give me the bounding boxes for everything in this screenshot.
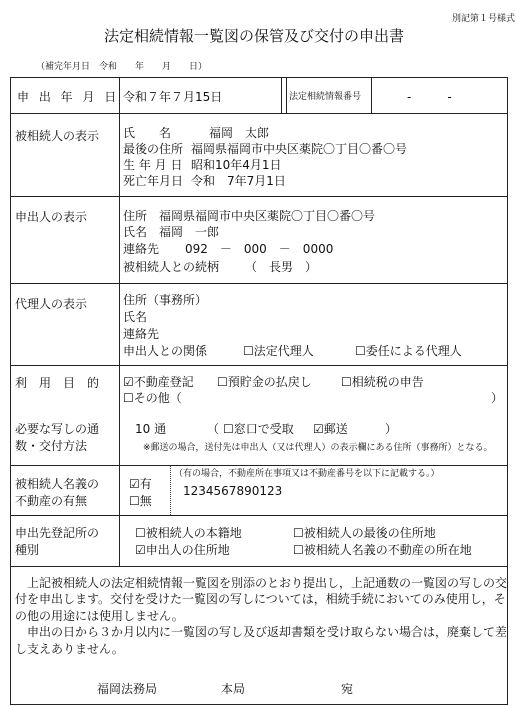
addressee-suffix: 宛	[341, 682, 354, 696]
label-purpose: 利 用 目 的	[15, 376, 100, 390]
copies-window-checkbox[interactable]: ☐窓口で受取	[223, 422, 294, 436]
copies-count: 10 通	[135, 422, 167, 436]
applicant-contact-label: 連絡先	[123, 242, 160, 256]
purpose-tax-checkbox[interactable]: ☐相続税の申告	[341, 375, 424, 389]
label-application-date: 申 出 年 月 日	[17, 90, 120, 104]
decedent-birth-label: 生 年 月 日	[123, 158, 183, 172]
applicant-address: 住所 福岡県福岡市中央区薬院〇丁目〇番〇号	[123, 209, 376, 223]
property-yes-checkbox[interactable]: ☑有	[129, 477, 152, 491]
purpose-savings-checkbox[interactable]: ☐預貯金の払戻し	[217, 375, 312, 389]
page-title: 法定相続情報一覧図の保管及び交付の申出書	[104, 27, 405, 45]
form-number: 別記第１号様式	[452, 14, 516, 24]
property-no-checkbox[interactable]: ☐無	[129, 494, 152, 508]
decedent-birth: 昭和10年4月1日	[191, 158, 282, 172]
applicant-relation-label: 被相続人との続柄	[123, 260, 220, 274]
agent-name: 氏名	[123, 310, 148, 324]
label-copies-1: 必要な写しの通	[15, 422, 100, 436]
agent-contact: 連絡先	[123, 327, 160, 341]
copies-note: ※郵送の場合，送付先は申出人（又は代理人）の表示欄にある住所（事務所）となる。	[143, 443, 493, 453]
inheritance-info-number-value: - -	[407, 90, 452, 104]
decedent-death-label: 死亡年月日	[123, 174, 184, 188]
decedent-name-label: 氏 名	[123, 126, 172, 140]
statement-line-4: 申出の日から３か月以内に一覧図の写し及び返却書類を受け取らない場合は，廃棄して差	[27, 625, 508, 639]
label-property-1: 被相続人名義の	[15, 477, 100, 491]
label-registry-2: 種別	[15, 543, 40, 557]
decedent-death: 令和 7年7月1日	[191, 174, 286, 188]
bureau-branch: 本局	[221, 682, 246, 696]
applicant-name: 氏名 福岡 一郎	[123, 225, 220, 239]
label-decedent: 被相続人の表示	[15, 129, 100, 143]
label-property-2: 不動産の有無	[15, 494, 88, 508]
agent-legal-checkbox[interactable]: ☐法定代理人	[243, 344, 314, 358]
label-applicant: 申出人の表示	[15, 210, 88, 224]
statement-line-5: し支えありません。	[15, 642, 124, 656]
copies-close-paren: ）	[385, 422, 398, 436]
agent-relation-label: 申出人との関係	[123, 344, 208, 358]
label-agent: 代理人の表示	[15, 297, 88, 311]
property-note: （有の場合，不動産所在事項又は不動産番号を以下に記載する。）	[174, 469, 440, 479]
decedent-address: 福岡県福岡市中央区薬院〇丁目〇番〇号	[191, 142, 408, 156]
legal-affairs-bureau: 福岡法務局	[97, 682, 158, 696]
application-date-value: 令和７年７月15日	[123, 90, 223, 104]
purpose-real-estate-checkbox[interactable]: ☑不動産登記	[123, 375, 194, 389]
applicant-relation-value: （ 長男 ）	[245, 260, 318, 274]
registry-last-address-checkbox[interactable]: ☐被相続人の最後の住所地	[293, 526, 436, 540]
property-number: 1234567890123	[183, 484, 283, 498]
supplement-date: （補完年月日 令和 年 月 日）	[36, 62, 208, 72]
registry-domicile-checkbox[interactable]: ☐被相続人の本籍地	[135, 526, 242, 540]
agent-address: 住所（事務所）	[123, 293, 208, 307]
statement-line-3: の他の用途には使用しません。	[15, 609, 184, 623]
statement-line-2: 付を申出します。交付を受けた一覧図の写しについては，相続手続においてのみ使用し，そ	[15, 592, 506, 606]
decedent-name: 福岡 太郎	[209, 126, 270, 140]
copies-open-paren: （	[207, 422, 220, 436]
purpose-other-checkbox[interactable]: ☐その他（	[123, 391, 182, 405]
agent-delegated-checkbox[interactable]: ☐委任による代理人	[355, 344, 462, 358]
purpose-other-close-paren: ）	[491, 391, 504, 405]
copies-mail-checkbox[interactable]: ☑郵送	[313, 422, 348, 436]
label-copies-2: 数・交付方法	[15, 439, 88, 453]
label-registry-1: 申出先登記所の	[15, 526, 100, 540]
application-form	[10, 77, 508, 705]
registry-property-location-checkbox[interactable]: ☐被相続人名義の不動産の所在地	[293, 543, 472, 557]
statement-line-1: 上記被相続人の法定相続情報一覧図を別添のとおり提出し，上記通数の一覧図の写しの交	[27, 576, 508, 590]
applicant-contact-value: 092 － 000 － 0000	[185, 242, 334, 256]
decedent-address-label: 最後の住所	[123, 142, 184, 156]
registry-applicant-address-checkbox[interactable]: ☑申出人の住所地	[135, 543, 230, 557]
label-inheritance-info-number: 法定相続情報番号	[289, 92, 362, 102]
